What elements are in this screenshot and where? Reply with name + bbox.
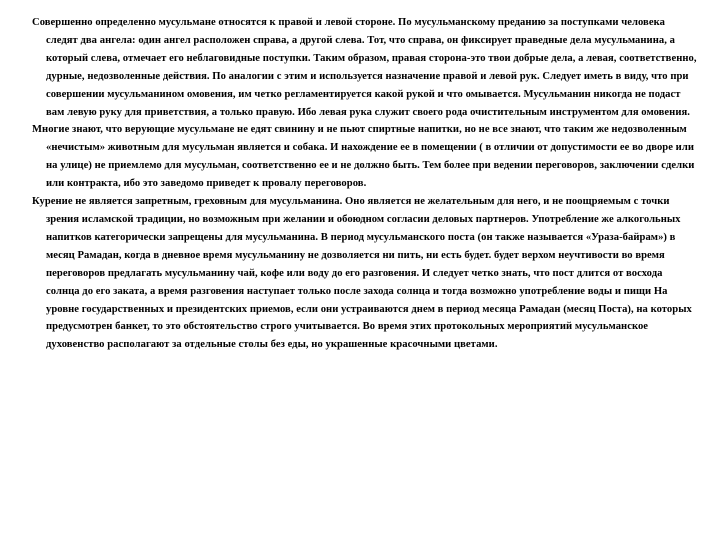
- paragraph-smoking-and-fasting: Курение не является запретным, греховным для мусульманина. Оно является не желательным для него, и не поощряемым с точки зрения исламской традиции, но возможным при желании и обоюдном согласии деловых партнеров. Употребление же алкогольных напитков категорически запрещены для мусульманина. В период мусульманского поста (он также называется «Ураза-байрам») в месяц Рамадан, когда в дневное время мусульманину не дозволяется ни пить, ни есть будет. будет верхом неучтивости во время переговоров предлагать мусульманину чай, кофе или воду до его разговения. И следует четко знать, что пост длится от восхода солнца до его заката, а время разговения наступает только после захода солнца и тогда возможно употребление воды и пищи На уровне государственных и президентских приемов, если они устраиваются днем в период месяца Рамадан (месяц Поста), на которых предусмотрен банкет, то это обстоятельство строго учитывается. Во время этих протокольных мероприятий мусульманское духовенство располагают за отдельные столы без еды, но украшенные красочными цветами.: [32, 196, 692, 351]
- paragraph-left-right-sides: Совершенно определенно мусульмане относятся к правой и левой стороне. По мусульманскому преданию за поступками человека следят два ангела: один ангел расположен справа, а другой слева. Тот, что справа, он фиксирует праведные дела мусульманина, а который слева, отмечает его неблаговидные поступки. Таким образом, правая сторона-это твои добрые дела, а левая, соответственно, дурные, недозволенные действия. По аналогии с этим и используется назначение правой и левой рук. Следует иметь в виду, что при совершении мусульманином омовения, им четко регламентируется какой рукой и что омывается. Мусульманин никогда не подаст вам левую руку для приветствия, а только правую. Ибо левая рука служит своего рода очистительным инструментом для омовения.: [32, 17, 697, 118]
- paragraph-forbidden-animals: Многие знают, что верующие мусульмане не едят свинину и не пьют спиртные напитки, но не все знают, что таким же недозволенным «нечистым» животным для мусульман является и собака. И нахождение ее в помещении ( в отличии от допустимости ее во дворе или на улице) не приемлемо для мусульман, соответственно ее и не должно быть. Тем более при ведении переговоров, заключении сделки или контракта, ибо это заведомо приведет к провалу переговоров.: [32, 124, 695, 190]
- body-text: [32, 14, 697, 354]
